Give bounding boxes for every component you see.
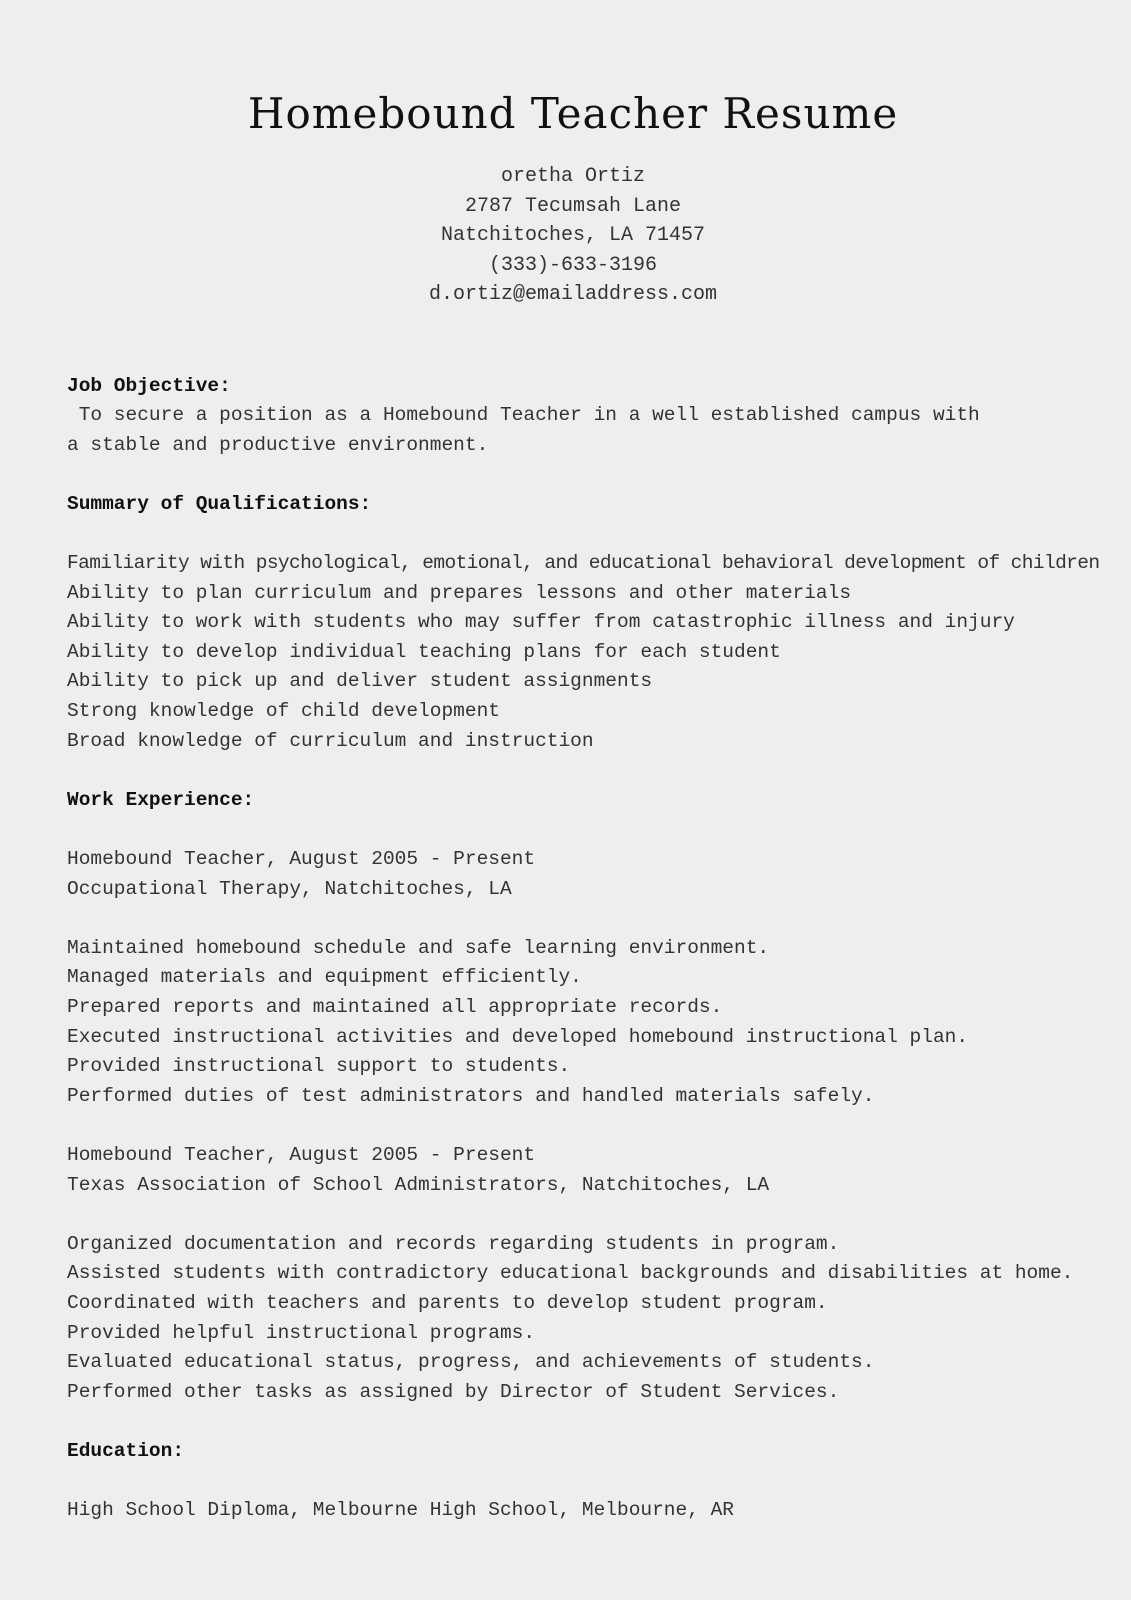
list-item: Provided instructional support to students.	[67, 1055, 571, 1078]
list-item: Broad knowledge of curriculum and instruction	[67, 729, 594, 752]
contact-street: 2787 Tecumsah Lane	[464, 194, 682, 218]
list-item: Managed materials and equipment efficiently.	[67, 966, 582, 989]
list-item: Familiarity with psychological, emotional, and educational behavioral development of children	[67, 552, 1100, 575]
education-entry: High School Diploma, Melbourne High School, Melbourne, AR	[67, 1499, 735, 1522]
list-item: Ability to pick up and deliver student assignments	[67, 670, 653, 693]
job-1-header	[67, 845, 1079, 904]
job-objective-text-2: a stable and productive environment.	[67, 433, 489, 456]
list-item: Maintained homebound schedule and safe learning environment.	[67, 936, 770, 959]
contact-block	[67, 162, 1079, 310]
list-item: Ability to plan curriculum and prepares lessons and other materials	[67, 581, 852, 604]
list-item: Strong knowledge of child development	[67, 700, 500, 723]
job-1-duties	[67, 934, 1079, 1112]
list-item: Performed duties of test administrators and handled materials safely.	[67, 1084, 875, 1107]
job-2-duties	[67, 1230, 1079, 1408]
list-item: Assisted students with contradictory educational backgrounds and disabilities at home.	[67, 1262, 1074, 1285]
list-item: Performed other tasks as assigned by Director of Student Services.	[67, 1380, 840, 1403]
job-objective-text-1: To secure a position as a Homebound Teacher in a well established campus with	[67, 404, 980, 427]
education-heading: Education:	[67, 1439, 185, 1462]
list-item: Ability to work with students who may suffer from catastrophic illness and injury	[67, 611, 1015, 634]
job-organization: Texas Association of School Administrators, Natchitoches, LA	[67, 1173, 770, 1196]
list-item: Evaluated educational status, progress, and achievements of students.	[67, 1351, 875, 1374]
contact-phone: (333)-633-3196	[488, 253, 658, 277]
job-organization: Occupational Therapy, Natchitoches, LA	[67, 877, 512, 900]
contact-email: d.ortiz@emailaddress.com	[428, 283, 718, 306]
summary-heading: Summary of Qualifications:	[67, 492, 372, 515]
contact-city: Natchitoches, LA 71457	[440, 224, 706, 247]
job-2-header	[67, 1141, 1079, 1200]
list-item: Organized documentation and records regarding students in program.	[67, 1232, 840, 1255]
summary-list	[67, 549, 1100, 756]
job-objective	[67, 372, 1079, 461]
list-item: Prepared reports and maintained all appropriate records.	[67, 995, 723, 1018]
contact-name: oretha Ortiz	[500, 165, 646, 188]
list-item: Ability to develop individual teaching plans for each student	[67, 640, 781, 663]
list-item: Coordinated with teachers and parents to develop student program.	[67, 1291, 828, 1314]
list-item: Executed instructional activities and developed homebound instructional plan.	[67, 1025, 969, 1048]
resume-title: Homebound Teacher Resume	[247, 89, 899, 138]
job-title: Homebound Teacher, August 2005 - Present	[67, 1143, 536, 1166]
work-heading: Work Experience:	[67, 788, 255, 811]
job-title: Homebound Teacher, August 2005 - Present	[67, 848, 536, 870]
job-objective-label: Job Objective:	[67, 374, 231, 397]
list-item: Provided helpful instructional programs.	[67, 1321, 536, 1344]
